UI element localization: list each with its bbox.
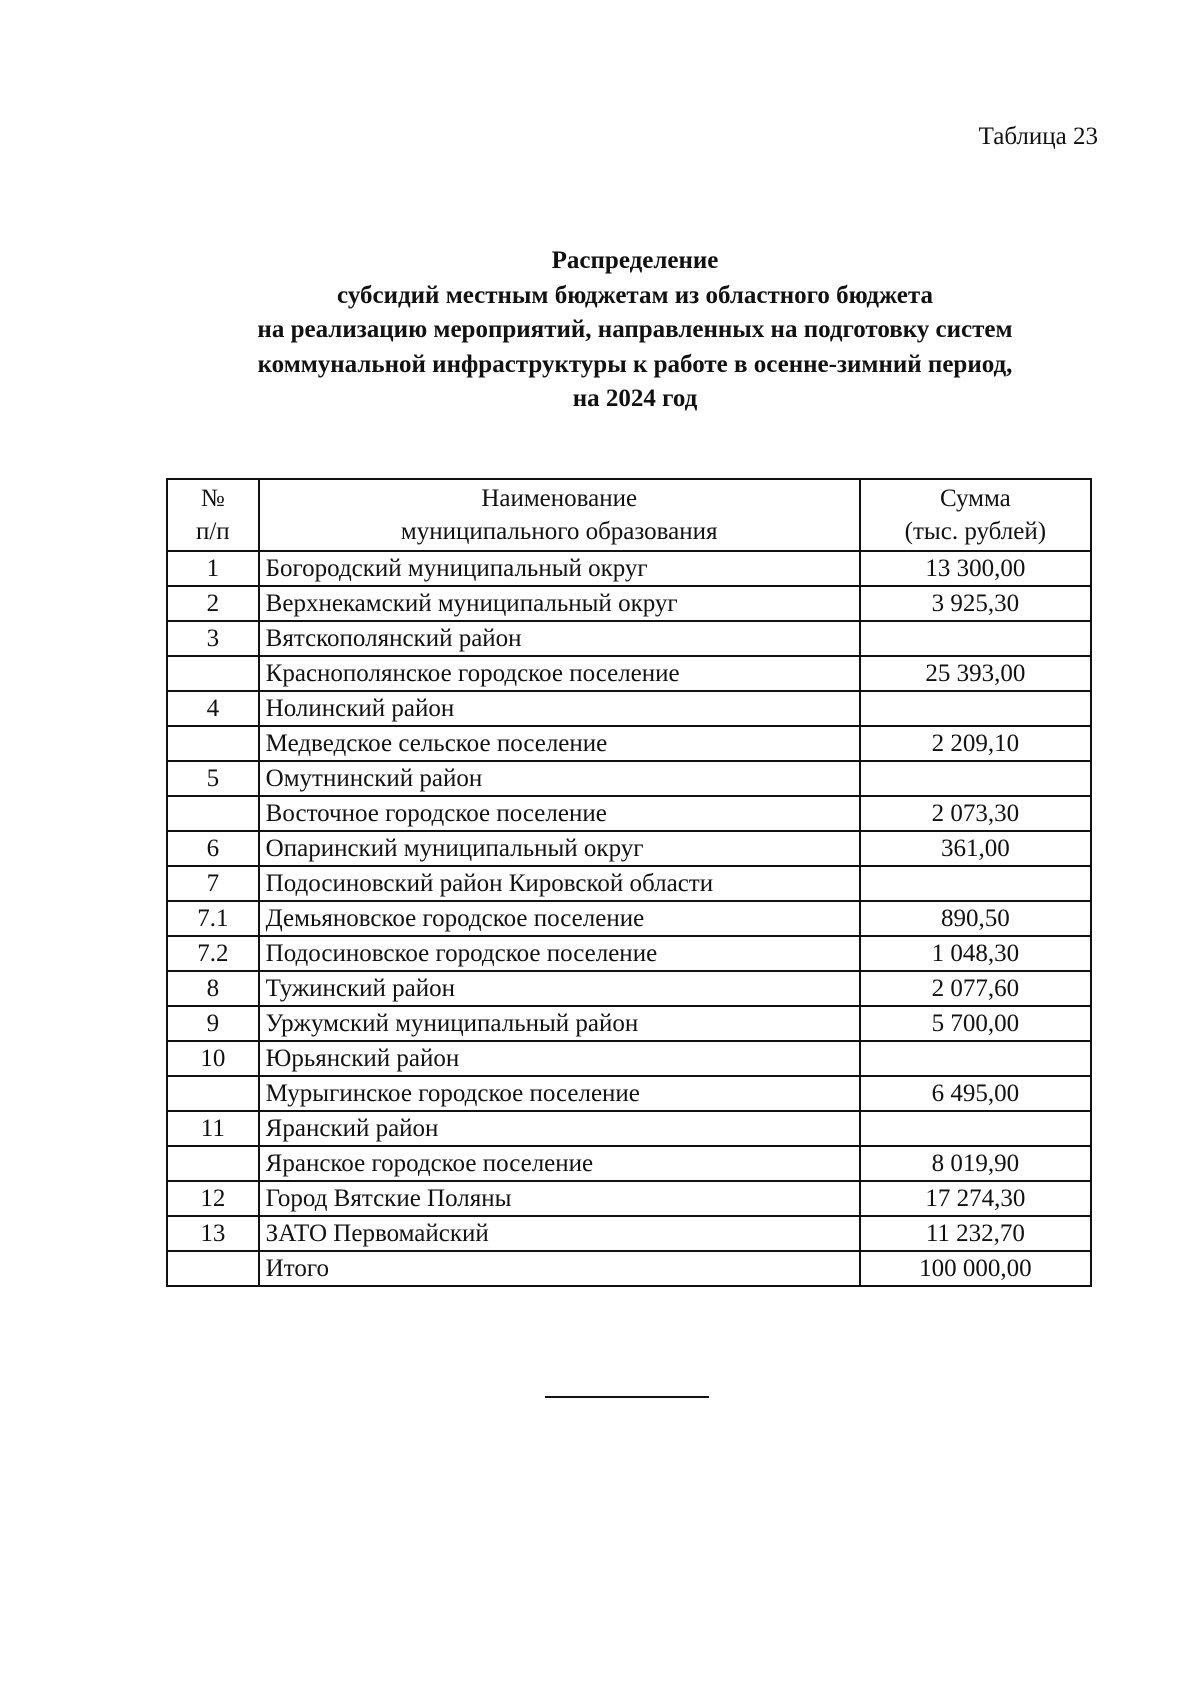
title-line: на 2024 год [572,385,698,412]
row-sum-cell [860,866,1091,901]
table-number: Таблица 23 [978,123,1098,150]
table-row [167,1076,1091,1111]
row-name-cell: Медведское сельское поселение [259,726,860,761]
row-name-cell: Омутнинский район [259,761,860,796]
table-row [167,971,1091,1006]
row-number-cell: 12 [167,1181,259,1216]
row-number-cell: 13 [167,1216,259,1251]
row-name-cell: Восточное городское поселение [259,796,860,831]
row-number-cell [167,796,259,831]
row-sum-cell: 25 393,00 [860,656,1091,691]
table-row [167,936,1091,971]
end-rule [545,1396,709,1398]
row-number-cell: 9 [167,1006,259,1041]
row-name-cell: Вятскополянский район [259,621,860,656]
row-name-cell: Подосиновский район Кировской области [259,866,860,901]
row-sum-cell [860,1041,1091,1076]
row-sum-cell: 1 048,30 [860,936,1091,971]
table-row [167,1181,1091,1216]
total-label: Итого [259,1251,860,1286]
title-line: на реализацию мероприятий, направленных на подготовку систем [257,316,1013,343]
row-sum-cell: 13 300,00 [860,551,1091,586]
row-number-cell: 2 [167,586,259,621]
row-sum-cell [860,761,1091,796]
table-row [167,551,1091,586]
row-sum-cell [860,621,1091,656]
row-number-cell: 7.1 [167,901,259,936]
row-number-cell [167,656,259,691]
row-sum-cell [860,1111,1091,1146]
table-row [167,1216,1091,1251]
row-name-cell: ЗАТО Первомайский [259,1216,860,1251]
row-name-cell: Нолинский район [259,691,860,726]
table-row [167,1111,1091,1146]
row-number-cell: 6 [167,831,259,866]
row-sum-cell: 8 019,90 [860,1146,1091,1181]
row-name-cell: Юрьянский район [259,1041,860,1076]
row-sum-cell: 11 232,70 [860,1216,1091,1251]
table-row [167,726,1091,761]
table-row [167,1146,1091,1181]
row-sum-cell: 361,00 [860,831,1091,866]
row-number-cell [167,726,259,761]
row-sum-cell: 2 209,10 [860,726,1091,761]
subsidy-distribution-table [166,478,1092,1287]
table-row [167,796,1091,831]
title-line: Распределение [551,247,719,274]
table-row [167,901,1091,936]
total-sum: 100 000,00 [860,1251,1091,1286]
document-title [200,244,1070,417]
row-number-cell: 3 [167,621,259,656]
row-name-cell: Богородский муниципальный округ [259,551,860,586]
table-row [167,1006,1091,1041]
row-sum-cell [860,691,1091,726]
row-name-cell: Верхнекамский муниципальный округ [259,586,860,621]
row-name-cell: Яранский район [259,1111,860,1146]
row-number-cell [167,1076,259,1111]
table-row [167,621,1091,656]
row-name-cell: Демьяновское городское поселение [259,901,860,936]
row-name-cell: Тужинский район [259,971,860,1006]
table-row [167,761,1091,796]
row-sum-cell: 17 274,30 [860,1181,1091,1216]
row-name-cell: Подосиновское городское поселение [259,936,860,971]
table-row [167,866,1091,901]
sum-column-header: Сумма (тыс. рублей) [860,479,1091,551]
total-row [167,1251,1091,1286]
row-number-cell: 10 [167,1041,259,1076]
row-sum-cell: 6 495,00 [860,1076,1091,1111]
row-name-cell: Уржумский муниципальный район [259,1006,860,1041]
row-number-cell: 7 [167,866,259,901]
row-name-cell: Мурыгинское городское поселение [259,1076,860,1111]
number-column-header: № п/п [167,479,259,551]
row-sum-cell: 5 700,00 [860,1006,1091,1041]
row-number-cell: 7.2 [167,936,259,971]
table-header-row [167,479,1091,551]
row-sum-cell: 2 073,30 [860,796,1091,831]
row-number-cell: 11 [167,1111,259,1146]
row-sum-cell: 3 925,30 [860,586,1091,621]
row-number-cell: 5 [167,761,259,796]
row-name-cell: Краснополянское городское поселение [259,656,860,691]
row-number-cell: 8 [167,971,259,1006]
total-number-cell [167,1251,259,1286]
table-row [167,831,1091,866]
row-number-cell: 4 [167,691,259,726]
table-row [167,691,1091,726]
row-name-cell: Город Вятские Поляны [259,1181,860,1216]
table-row [167,656,1091,691]
row-number-cell: 1 [167,551,259,586]
row-name-cell: Опаринский муниципальный округ [259,831,860,866]
row-number-cell [167,1146,259,1181]
title-line: субсидий местным бюджетам из областного бюджета [337,281,933,309]
row-sum-cell: 2 077,60 [860,971,1091,1006]
table-row [167,586,1091,621]
row-name-cell: Яранское городское поселение [259,1146,860,1181]
name-column-header: Наименование муниципального образования [259,479,860,551]
title-line: коммунальной инфраструктуры к работе в осенне-зимний период, [257,350,1013,378]
row-sum-cell: 890,50 [860,901,1091,936]
table-row [167,1041,1091,1076]
